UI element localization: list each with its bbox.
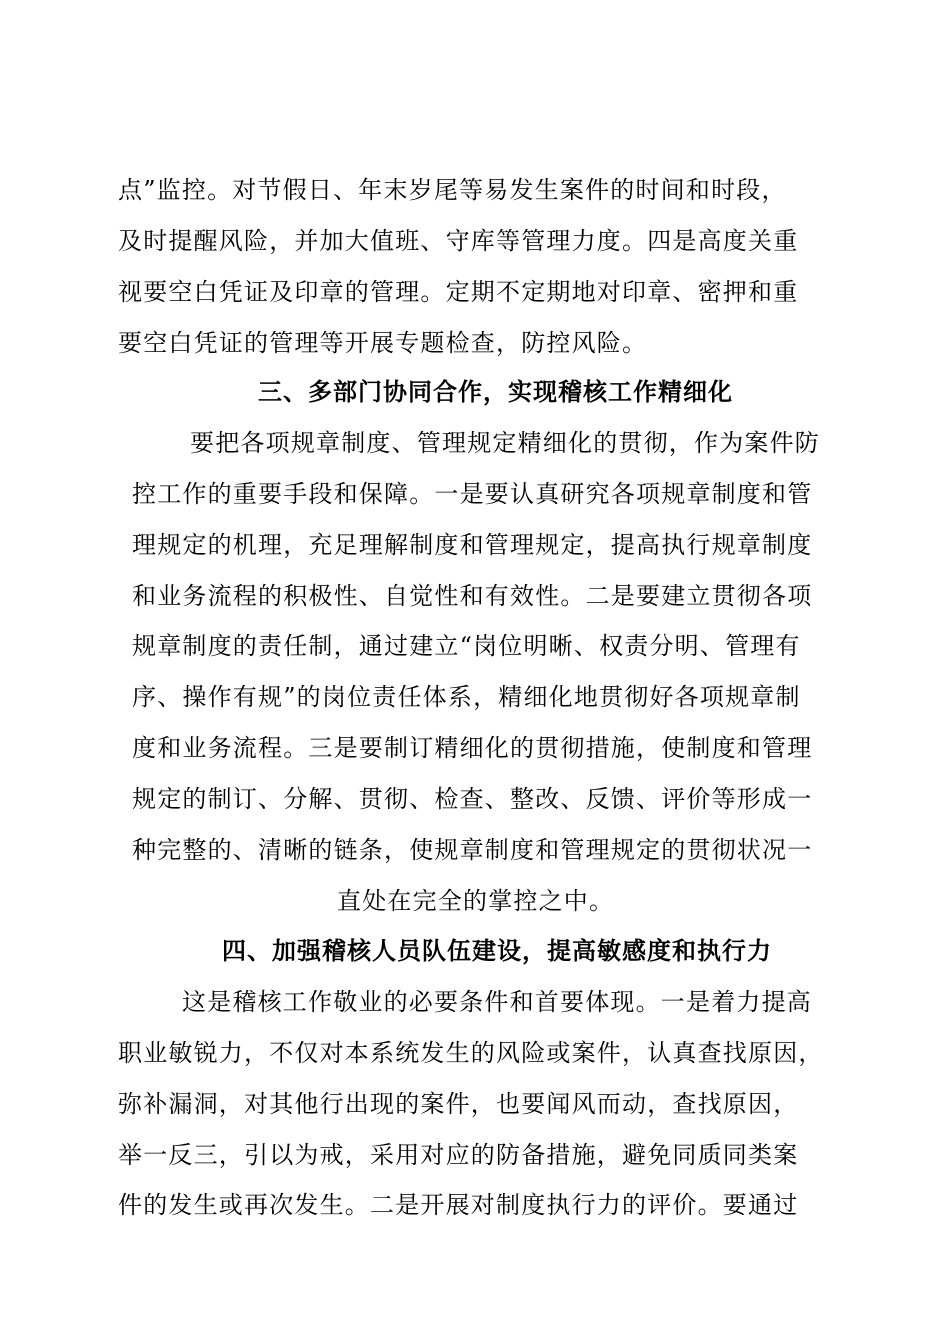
paragraph-line: 和业务流程的积极性、自觉性和有效性。二是要建立贯彻各项 xyxy=(132,582,813,610)
paragraph-line: 这是稽核工作敬业的必要条件和首要体现。一是着力提高 xyxy=(182,988,812,1016)
paragraph-line: 职业敏锐力，不仅对本系统发生的风险或案件，认真查找原因， xyxy=(118,1039,824,1067)
paragraph-line: 理规定的机理，充足理解制度和管理规定，提高执行规章制度 xyxy=(132,531,813,559)
paragraph-line: 度和业务流程。三是要制订精细化的贯彻措施，使制度和管理 xyxy=(132,734,813,762)
paragraph-line: 点”监控。对节假日、年末岁尾等易发生案件的时间和时段， xyxy=(118,176,787,204)
paragraph-line: 直处在完全的掌控之中。 xyxy=(337,887,615,915)
paragraph-line: 视要空白凭证及印章的管理。定期不定期地对印章、密押和重 xyxy=(118,278,799,306)
section-heading: 三、多部门协同合作，实现稽核工作精细化 xyxy=(258,377,733,406)
paragraph-line: 弥补漏洞，对其他行出现的案件，也要闻风而动，查找原因， xyxy=(118,1090,799,1118)
paragraph-line: 及时提醒风险，并加大值班、守库等管理力度。四是高度关重 xyxy=(118,227,799,255)
paragraph-line: 规定的制订、分解、贯彻、检查、整改、反馈、评价等形成一 xyxy=(132,785,813,813)
paragraph-line: 控工作的重要手段和保障。一是要认真研究各项规章制度和管 xyxy=(132,480,813,508)
section-heading: 四、加强稽核人员队伍建设，提高敏感度和执行力 xyxy=(222,936,772,965)
paragraph-line: 件的发生或再次发生。二是开展对制度执行力的评价。要通过 xyxy=(118,1191,799,1219)
paragraph-line: 要空白凭证的管理等开展专题检查，防控风险。 xyxy=(118,329,648,357)
paragraph-line: 种完整的、清晰的链条，使规章制度和管理规定的贯彻状况一 xyxy=(132,836,813,864)
paragraph-line: 序、操作有规”的岗位责任体系，精细化地贯彻好各项规章制 xyxy=(132,683,801,711)
paragraph-line: 要把各项规章制度、管理规定精细化的贯彻，作为案件防 xyxy=(190,429,820,457)
paragraph-line: 举一反三，引以为戒，采用对应的防备措施，避免同质同类案 xyxy=(118,1141,799,1169)
paragraph-line: 规章制度的责任制，通过建立“岗位明晰、权责分明、管理有 xyxy=(132,632,801,660)
